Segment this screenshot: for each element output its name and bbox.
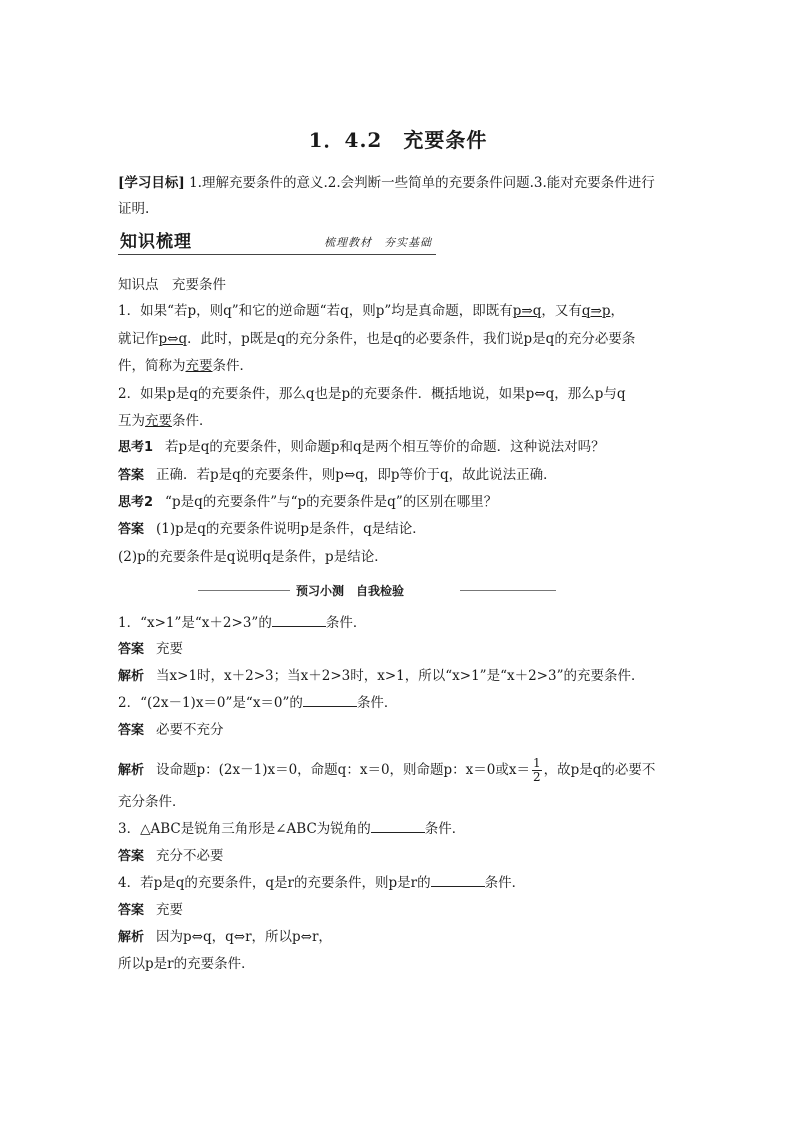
think-2-answer-line2: (2)p的充要条件是q说明q是条件，p是结论．	[118, 549, 388, 565]
text: 就记作	[118, 331, 159, 347]
solution-text: ，故p是q的必要不	[543, 762, 656, 778]
answer-text: (1)p是q的充要条件说明p是条件，q是结论．	[156, 521, 426, 537]
text: 互为	[118, 413, 145, 429]
underlined-answer: p⇔q	[158, 331, 188, 347]
problem-text: 4．若p是q的充要条件，q是r的充要条件，则p是r的	[118, 875, 431, 891]
text: 1．如果“若p，则q”和它的逆命题“若q，则p”均是真命题，即既有	[118, 303, 513, 319]
problem-text: 1．“x>1”是“x＋2>3”的	[118, 615, 272, 631]
text: ．此时，p既是q的充分条件，也是q的必要条件，我们说p是q的充分必要条	[187, 331, 636, 347]
knowledge-para2-line2	[118, 412, 678, 430]
problem-3	[118, 820, 678, 838]
section-heading	[118, 226, 436, 255]
problem-text: 条件．	[356, 695, 398, 711]
answer-text: 充分不必要	[156, 848, 224, 864]
fraction-denominator: 2	[533, 770, 541, 784]
page-title: 1．4.2 充要条件	[308, 128, 488, 152]
answer-text: 必要不充分	[156, 722, 224, 738]
answer-label: 答案	[118, 903, 145, 918]
answer-text: 充要	[156, 641, 184, 657]
text: 条件．	[212, 358, 253, 374]
text: 条件．	[172, 413, 213, 429]
text: ，	[610, 303, 624, 319]
problem-4	[118, 874, 678, 892]
problem-2	[118, 694, 678, 712]
problem-text: 2．“(2x－1)x＝0”是“x＝0”的	[118, 695, 303, 711]
knowledge-para2-line1: 2．如果p是q的充要条件，那么q也是p的充要条件．概括地说，如果p⇔q，那么p与q	[118, 386, 626, 402]
text: ，又有	[541, 303, 582, 319]
section-title: 知识梳理	[120, 232, 192, 252]
underlined-answer: p⇒q	[512, 303, 542, 319]
think-1-question	[118, 438, 678, 457]
fraction	[532, 757, 542, 784]
objective-text: 1.理解充要条件的意义.2.会判断一些简单的充要条件问题.3.能对充要条件进行	[189, 175, 655, 191]
divider-rule-right	[460, 590, 556, 591]
think-2-answer	[118, 520, 678, 539]
answer-label: 答案	[118, 723, 145, 738]
think-2-question	[118, 493, 678, 512]
solution-text: 设命题p：(2x－1)x＝0，命题q：x＝0，则命题p：x＝0或x＝	[156, 762, 530, 778]
problem-text: 条件．	[424, 821, 466, 837]
solution-label: 解析	[118, 930, 145, 945]
section-divider	[118, 582, 558, 600]
solution-text: 因为p⇔q，q⇔r，所以p⇔r，	[156, 929, 332, 945]
problem-3-answer	[118, 847, 678, 866]
text: 件，简称为	[118, 358, 186, 374]
objective-line-2: 证明.	[118, 201, 150, 217]
solution-label: 解析	[118, 669, 145, 684]
underlined-answer: q⇒p	[581, 303, 611, 319]
think-text: 若p是q的充要条件，则命题p和q是两个相互等价的命题．这种说法对吗？	[165, 439, 605, 455]
problem-2-answer	[118, 721, 678, 740]
divider-rule-left	[198, 590, 290, 591]
answer-label: 答案	[118, 522, 145, 537]
divider-label: 预习小测 自我检验	[296, 584, 405, 598]
problem-text: 3．△ABC是锐角三角形是∠ABC为锐角的	[118, 821, 371, 837]
answer-blank	[303, 694, 357, 707]
think-label: 思考2	[118, 495, 154, 510]
problem-text: 条件．	[484, 875, 526, 891]
problem-1-solution	[118, 667, 678, 686]
answer-label: 答案	[118, 642, 145, 657]
answer-label: 答案	[118, 849, 145, 864]
objective-label: [学习目标]	[118, 175, 185, 191]
knowledge-para1-line2	[118, 330, 678, 348]
knowledge-para1-line1	[118, 302, 678, 320]
problem-2-solution	[118, 757, 678, 784]
answer-text: 充要	[156, 902, 184, 918]
problem-2-solution-line2: 充分条件．	[118, 794, 186, 810]
learning-objective	[118, 174, 678, 192]
answer-label: 答案	[118, 468, 145, 483]
underlined-answer: 充要	[185, 358, 213, 374]
think-text: “p是q的充要条件”与“p的充要条件是q”的区别在哪里？	[165, 494, 498, 510]
answer-blank	[272, 614, 326, 627]
think-label: 思考1	[118, 440, 154, 455]
answer-blank	[371, 820, 425, 833]
section-subtitle: 梳理教材 夯实基础	[324, 236, 432, 249]
problem-4-answer	[118, 901, 678, 920]
answer-blank	[431, 874, 485, 887]
knowledge-point-label: 知识点 充要条件	[118, 277, 226, 293]
think-1-answer	[118, 466, 678, 485]
answer-text: 正确．若p是q的充要条件，则p⇔q，即p等价于q，故此说法正确．	[156, 467, 557, 483]
knowledge-para1-line3	[118, 357, 678, 375]
problem-1	[118, 614, 678, 632]
solution-label: 解析	[118, 763, 145, 778]
solution-text: 当x>1时，x＋2>3；当x＋2>3时，x>1，所以“x>1”是“x＋2>3”的充要条件．	[156, 668, 645, 684]
problem-4-solution-line2: 所以p是r的充要条件．	[118, 956, 255, 972]
problem-1-answer	[118, 640, 678, 659]
problem-text: 条件．	[325, 615, 367, 631]
underlined-answer: 充要	[145, 413, 172, 429]
problem-4-solution	[118, 928, 678, 947]
fraction-numerator: 1	[533, 756, 541, 770]
